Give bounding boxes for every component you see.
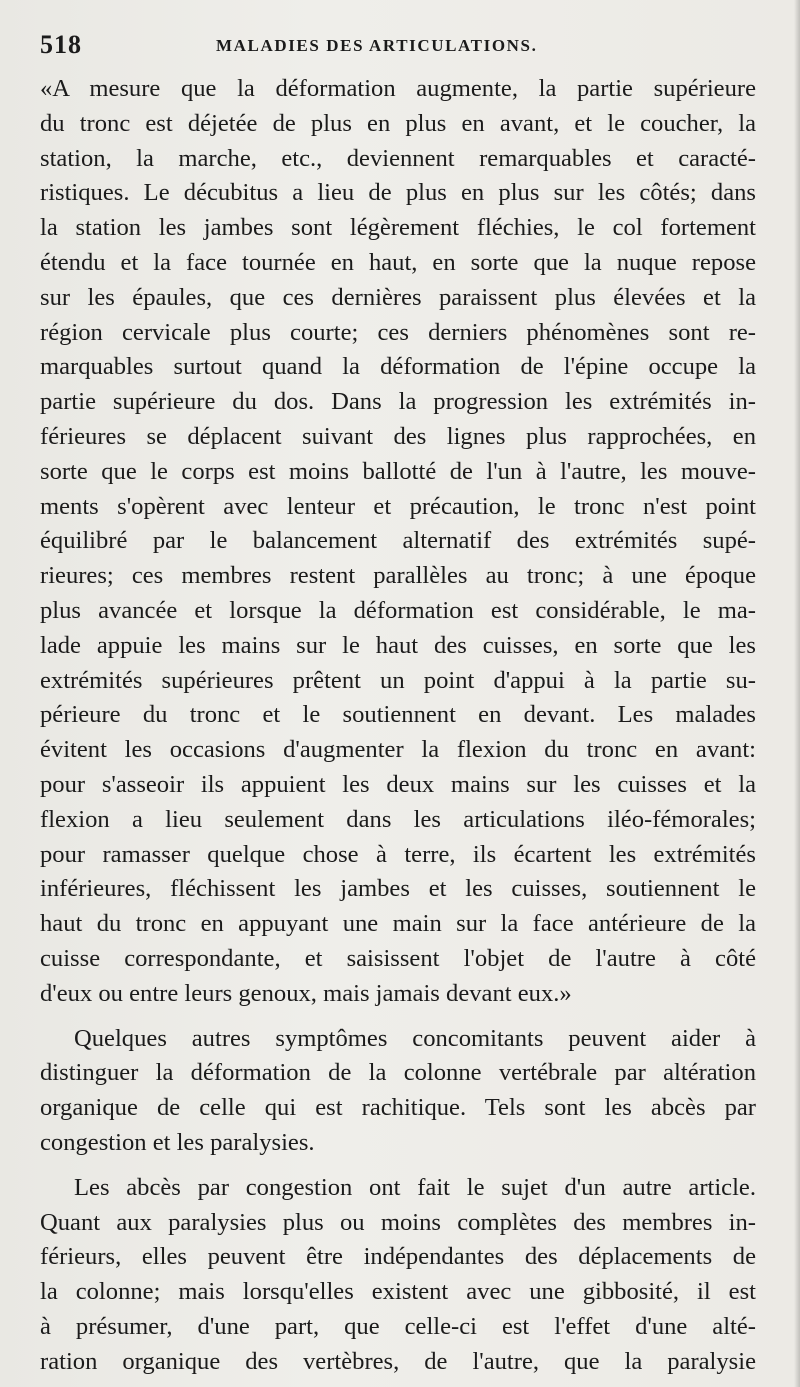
text-line: partie supérieure du dos. Dans la progression les extrémités in- [40,388,756,416]
text-line: Quelques autres symptômes concomitants peuvent aider à [74,1024,756,1052]
text-line: du tronc est déjetée de plus en plus en avant, et le coucher, la [40,109,756,137]
text-line: ments s'opèrent avec lenteur et précaution, le tronc n'est point [40,492,756,520]
text-line: cuisse correspondante, et saisissent l'objet de l'autre à côté [40,944,756,972]
text-line: sur les épaules, que ces dernières paraissent plus élevées et la [40,283,756,311]
text-line: périeure du tronc et le soutiennent en devant. Les malades [40,701,756,729]
text-line: marquables surtout quand la déformation de l'épine occupe la [40,353,756,381]
text-line: rieures; ces membres restent parallèles au tronc; à une époque [40,562,756,590]
text-line: station, la marche, etc., deviennent remarquables et caracté- [40,144,756,172]
text-line: étendu et la face tournée en haut, en sorte que la nuque repose [40,248,756,276]
paragraph [40,72,756,1012]
text-line: inférieures, fléchissent les jambes et les cuisses, soutiennent le [40,875,756,903]
paragraph-gap [40,1161,756,1171]
page-header [40,30,760,62]
text-line: flexion a lieu seulement dans les articulations iléo-fémorales; [40,805,756,833]
page-edge-shadow [794,0,800,1387]
paragraph [40,1022,756,1161]
page-number: 518 [40,30,82,59]
text-line: la colonne; mais lorsqu'elles existent avec une gibbosité, il est [40,1278,756,1306]
text-line: Quant aux paralysies plus ou moins complètes des membres in- [40,1208,756,1236]
running-head: MALADIES DES ARTICULATIONS. [216,36,538,55]
text-line: férieurs, elles peuvent être indépendantes des déplacements de [40,1243,756,1271]
text-line: équilibré par le balancement alternatif des extrémités supé- [40,527,756,555]
text-line: à présumer, d'une part, que celle-ci est l'effet d'une alté- [40,1312,756,1340]
text-line: sorte que le corps est moins ballotté de l'un à l'autre, les mouve- [40,457,756,485]
text-line: organique de celle qui est rachitique. Tels sont les abcès par [40,1094,756,1122]
text-line: pour s'asseoir ils appuient les deux mains sur les cuisses et la [40,770,756,798]
text-line: extrémités supérieures prêtent un point d'appui à la partie su- [40,666,756,694]
paragraph-gap [40,1012,756,1022]
text-line: plus avancée et lorsque la déformation est considérable, le ma- [40,596,756,624]
text-line: pour ramasser quelque chose à terre, ils écartent les extrémités [40,840,756,868]
text-line: Les abcès par congestion ont fait le sujet d'un autre article. [74,1173,756,1201]
text-line: région cervicale plus courte; ces derniers phénomènes sont re- [40,318,756,346]
paragraph [40,1171,756,1380]
text-line: lade appuie les mains sur le haut des cuisses, en sorte que les [40,631,756,659]
text-line: évitent les occasions d'augmenter la flexion du tronc en avant: [40,736,756,764]
text-line: distinguer la déformation de la colonne vertébrale par altération [40,1059,756,1087]
text-line: ration organique des vertèbres, de l'autre, que la paralysie [40,1347,756,1375]
text-line: férieures se déplacent suivant des lignes plus rapprochées, en [40,422,756,450]
text-line: d'eux ou entre leurs genoux, mais jamais devant eux.» [40,979,572,1007]
body-text [40,72,756,1379]
text-line: haut du tronc en appuyant une main sur la face antérieure de la [40,910,756,938]
text-line: «A mesure que la déformation augmente, la partie supérieure [40,75,756,102]
text-line: la station les jambes sont légèrement fléchies, le col fortement [40,214,756,242]
text-line: congestion et les paralysies. [40,1128,315,1156]
text-line: ristiques. Le décubitus a lieu de plus en plus sur les côtés; dans [40,179,756,207]
